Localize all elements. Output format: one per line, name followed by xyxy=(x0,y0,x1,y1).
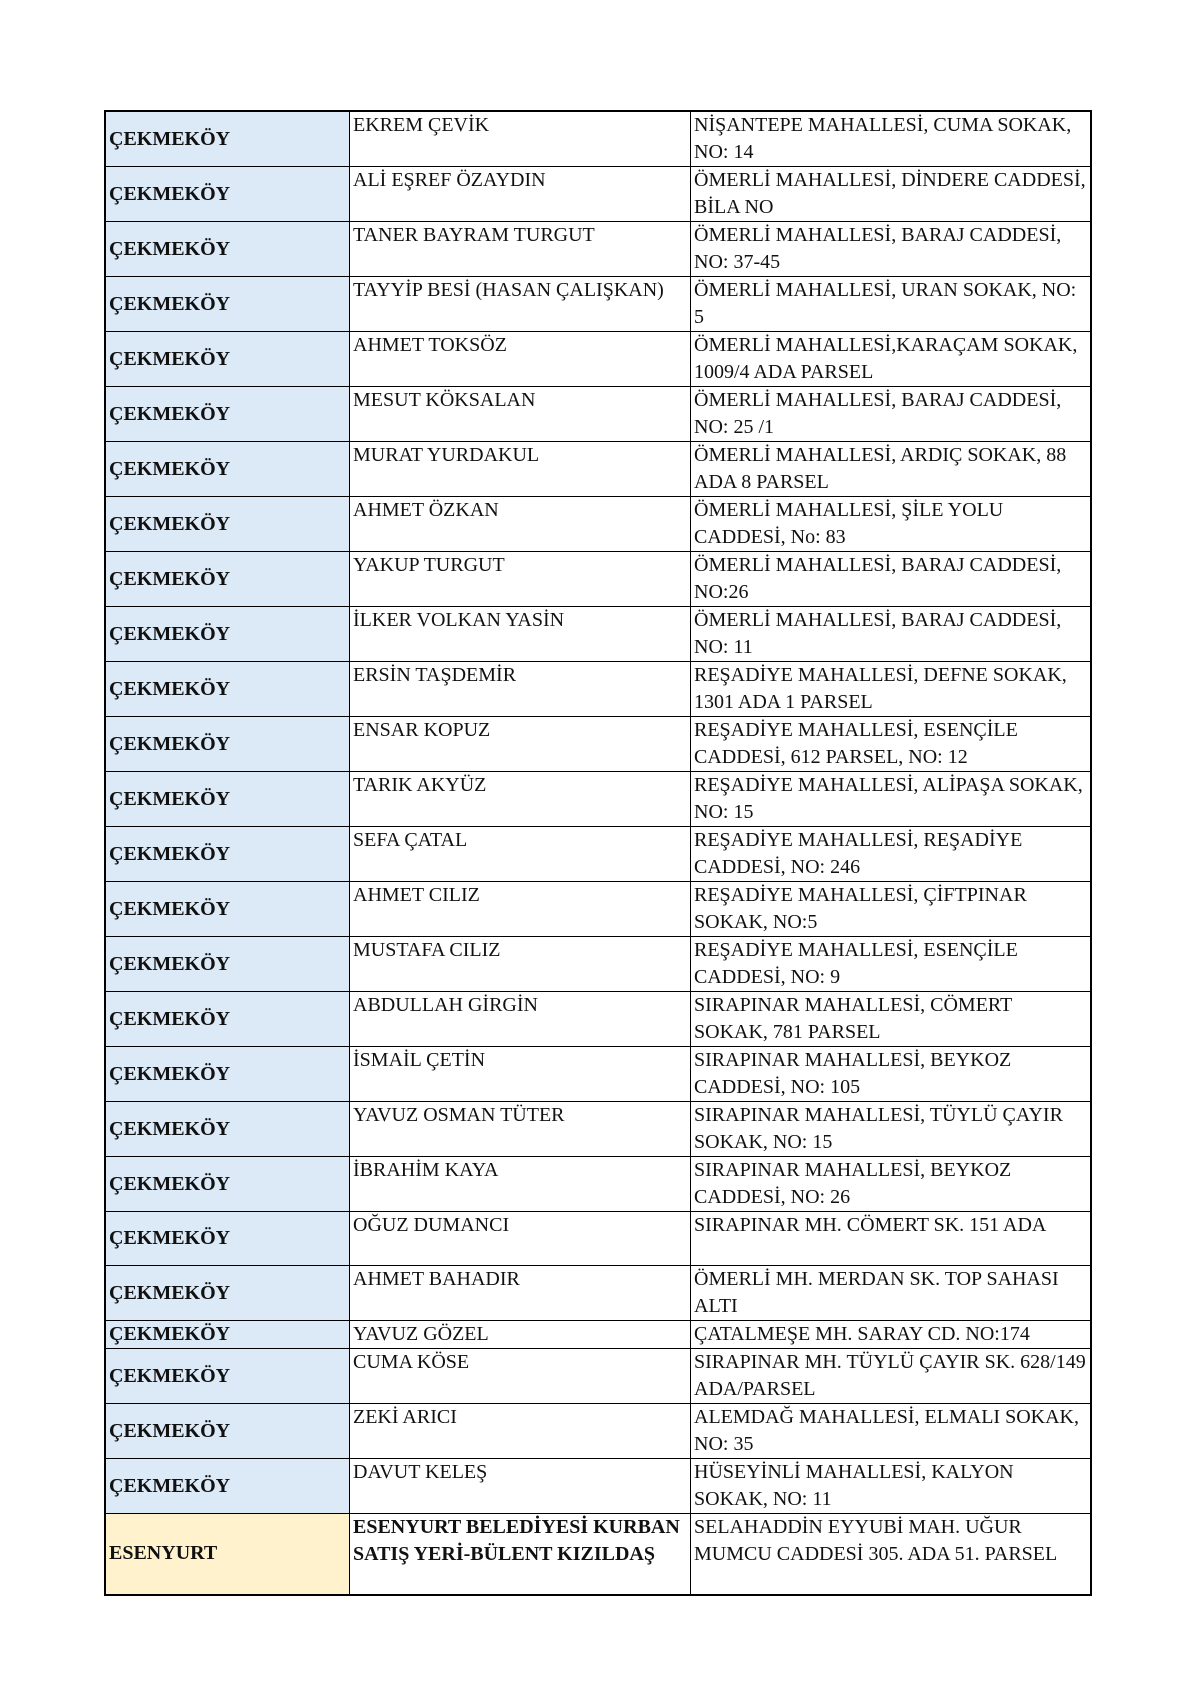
name-cell: ENSAR KOPUZ xyxy=(350,717,691,772)
name-cell: TAYYİP BESİ (HASAN ÇALIŞKAN) xyxy=(350,277,691,332)
address-cell: SIRAPINAR MAHALLESİ, TÜYLÜ ÇAYIR SOKAK, NO: 15 xyxy=(691,1102,1092,1157)
table-row xyxy=(105,772,1091,827)
table-row xyxy=(105,167,1091,222)
address-cell: SELAHADDİN EYYUBİ MAH. UĞUR MUMCU CADDESİ 305. ADA 51. PARSEL xyxy=(691,1514,1092,1595)
table-row xyxy=(105,222,1091,277)
table-row xyxy=(105,111,1091,167)
table-row xyxy=(105,1321,1091,1349)
address-cell: ÖMERLİ MAHALLESİ, BARAJ CADDESİ, NO:26 xyxy=(691,552,1092,607)
name-cell: ERSİN TAŞDEMİR xyxy=(350,662,691,717)
district-cell: ÇEKMEKÖY xyxy=(105,1212,350,1266)
name-cell: ZEKİ ARICI xyxy=(350,1404,691,1459)
address-cell: ÖMERLİ MAHALLESİ, ARDIÇ SOKAK, 88 ADA 8 PARSEL xyxy=(691,442,1092,497)
name-cell: EKREM ÇEVİK xyxy=(350,111,691,167)
table-row xyxy=(105,992,1091,1047)
district-cell: ÇEKMEKÖY xyxy=(105,717,350,772)
name-cell: ESENYURT BELEDİYESİ KURBAN SATIŞ YERİ-BÜLENT KIZILDAŞ xyxy=(350,1514,691,1595)
address-cell: ÖMERLİ MAHALLESİ, BARAJ CADDESİ, NO: 25 /1 xyxy=(691,387,1092,442)
table-row xyxy=(105,1157,1091,1212)
district-cell: ESENYURT xyxy=(105,1514,350,1595)
name-cell: YAKUP TURGUT xyxy=(350,552,691,607)
address-cell: ÖMERLİ MAHALLESİ, BARAJ CADDESİ, NO: 11 xyxy=(691,607,1092,662)
district-cell: ÇEKMEKÖY xyxy=(105,277,350,332)
district-cell: ÇEKMEKÖY xyxy=(105,1404,350,1459)
address-cell: SIRAPINAR MAHALLESİ, BEYKOZ CADDESİ, NO: 105 xyxy=(691,1047,1092,1102)
table-row xyxy=(105,827,1091,882)
name-cell: AHMET TOKSÖZ xyxy=(350,332,691,387)
address-cell: ÖMERLİ MH. MERDAN SK. TOP SAHASI ALTI xyxy=(691,1266,1092,1321)
address-cell: SIRAPINAR MH. TÜYLÜ ÇAYIR SK. 628/149 ADA/PARSEL xyxy=(691,1349,1092,1404)
address-cell: REŞADİYE MAHALLESİ, DEFNE SOKAK, 1301 ADA 1 PARSEL xyxy=(691,662,1092,717)
table-row xyxy=(105,1404,1091,1459)
table-row xyxy=(105,937,1091,992)
district-cell: ÇEKMEKÖY xyxy=(105,442,350,497)
address-cell: HÜSEYİNLİ MAHALLESİ, KALYON SOKAK, NO: 11 xyxy=(691,1459,1092,1514)
table-row xyxy=(105,662,1091,717)
name-cell: SEFA ÇATAL xyxy=(350,827,691,882)
table-body xyxy=(105,111,1091,1595)
name-cell: YAVUZ GÖZEL xyxy=(350,1321,691,1349)
address-cell: REŞADİYE MAHALLESİ, ÇİFTPINAR SOKAK, NO:5 xyxy=(691,882,1092,937)
address-cell: ÖMERLİ MAHALLESİ, URAN SOKAK, NO: 5 xyxy=(691,277,1092,332)
name-cell: AHMET CILIZ xyxy=(350,882,691,937)
district-cell: ÇEKMEKÖY xyxy=(105,992,350,1047)
name-cell: İLKER VOLKAN YASİN xyxy=(350,607,691,662)
name-cell: DAVUT KELEŞ xyxy=(350,1459,691,1514)
district-cell: ÇEKMEKÖY xyxy=(105,607,350,662)
table-row xyxy=(105,1047,1091,1102)
district-cell: ÇEKMEKÖY xyxy=(105,1459,350,1514)
address-cell: REŞADİYE MAHALLESİ, REŞADİYE CADDESİ, NO: 246 xyxy=(691,827,1092,882)
table-row xyxy=(105,497,1091,552)
district-cell: ÇEKMEKÖY xyxy=(105,222,350,277)
address-cell: REŞADİYE MAHALLESİ, ALİPAŞA SOKAK, NO: 15 xyxy=(691,772,1092,827)
address-cell: ÇATALMEŞE MH. SARAY CD. NO:174 xyxy=(691,1321,1092,1349)
table-row xyxy=(105,717,1091,772)
district-cell: ÇEKMEKÖY xyxy=(105,827,350,882)
address-cell: ÖMERLİ MAHALLESİ, DİNDERE CADDESİ, BİLA NO xyxy=(691,167,1092,222)
district-cell: ÇEKMEKÖY xyxy=(105,1047,350,1102)
table-row xyxy=(105,607,1091,662)
district-cell: ÇEKMEKÖY xyxy=(105,772,350,827)
address-cell: REŞADİYE MAHALLESİ, ESENÇİLE CADDESİ, NO: 9 xyxy=(691,937,1092,992)
table-row xyxy=(105,552,1091,607)
location-table xyxy=(104,110,1092,1596)
district-cell: ÇEKMEKÖY xyxy=(105,332,350,387)
table-row xyxy=(105,1459,1091,1514)
name-cell: TARIK AKYÜZ xyxy=(350,772,691,827)
district-cell: ÇEKMEKÖY xyxy=(105,1157,350,1212)
table-row xyxy=(105,1102,1091,1157)
name-cell: MURAT YURDAKUL xyxy=(350,442,691,497)
district-cell: ÇEKMEKÖY xyxy=(105,1349,350,1404)
name-cell: MESUT KÖKSALAN xyxy=(350,387,691,442)
address-cell: SIRAPINAR MH. CÖMERT SK. 151 ADA xyxy=(691,1212,1092,1266)
district-cell: ÇEKMEKÖY xyxy=(105,1102,350,1157)
district-cell: ÇEKMEKÖY xyxy=(105,937,350,992)
address-cell: ÖMERLİ MAHALLESİ,KARAÇAM SOKAK, 1009/4 ADA PARSEL xyxy=(691,332,1092,387)
name-cell: AHMET ÖZKAN xyxy=(350,497,691,552)
address-cell: REŞADİYE MAHALLESİ, ESENÇİLE CADDESİ, 612 PARSEL, NO: 12 xyxy=(691,717,1092,772)
name-cell: İBRAHİM KAYA xyxy=(350,1157,691,1212)
district-cell: ÇEKMEKÖY xyxy=(105,1266,350,1321)
name-cell: İSMAİL ÇETİN xyxy=(350,1047,691,1102)
district-cell: ÇEKMEKÖY xyxy=(105,167,350,222)
table-row xyxy=(105,1349,1091,1404)
address-cell: ÖMERLİ MAHALLESİ, BARAJ CADDESİ, NO: 37-45 xyxy=(691,222,1092,277)
name-cell: TANER BAYRAM TURGUT xyxy=(350,222,691,277)
table-row xyxy=(105,1266,1091,1321)
address-cell: SIRAPINAR MAHALLESİ, CÖMERT SOKAK, 781 PARSEL xyxy=(691,992,1092,1047)
name-cell: CUMA KÖSE xyxy=(350,1349,691,1404)
address-cell: SIRAPINAR MAHALLESİ, BEYKOZ CADDESİ, NO: 26 xyxy=(691,1157,1092,1212)
address-cell: NİŞANTEPE MAHALLESİ, CUMA SOKAK, NO: 14 xyxy=(691,111,1092,167)
district-cell: ÇEKMEKÖY xyxy=(105,882,350,937)
name-cell: OĞUZ DUMANCI xyxy=(350,1212,691,1266)
table-row xyxy=(105,442,1091,497)
name-cell: ABDULLAH GİRGİN xyxy=(350,992,691,1047)
address-cell: ÖMERLİ MAHALLESİ, ŞİLE YOLU CADDESİ, No: 83 xyxy=(691,497,1092,552)
table-row xyxy=(105,1514,1091,1595)
table-row xyxy=(105,882,1091,937)
name-cell: MUSTAFA CILIZ xyxy=(350,937,691,992)
district-cell: ÇEKMEKÖY xyxy=(105,1321,350,1349)
name-cell: ALİ EŞREF ÖZAYDIN xyxy=(350,167,691,222)
district-cell: ÇEKMEKÖY xyxy=(105,111,350,167)
table-row xyxy=(105,332,1091,387)
address-cell: ALEMDAĞ MAHALLESİ, ELMALI SOKAK, NO: 35 xyxy=(691,1404,1092,1459)
name-cell: AHMET BAHADIR xyxy=(350,1266,691,1321)
district-cell: ÇEKMEKÖY xyxy=(105,387,350,442)
name-cell: YAVUZ OSMAN TÜTER xyxy=(350,1102,691,1157)
district-cell: ÇEKMEKÖY xyxy=(105,552,350,607)
district-cell: ÇEKMEKÖY xyxy=(105,662,350,717)
table-row xyxy=(105,277,1091,332)
district-cell: ÇEKMEKÖY xyxy=(105,497,350,552)
table-row xyxy=(105,1212,1091,1266)
table-row xyxy=(105,387,1091,442)
